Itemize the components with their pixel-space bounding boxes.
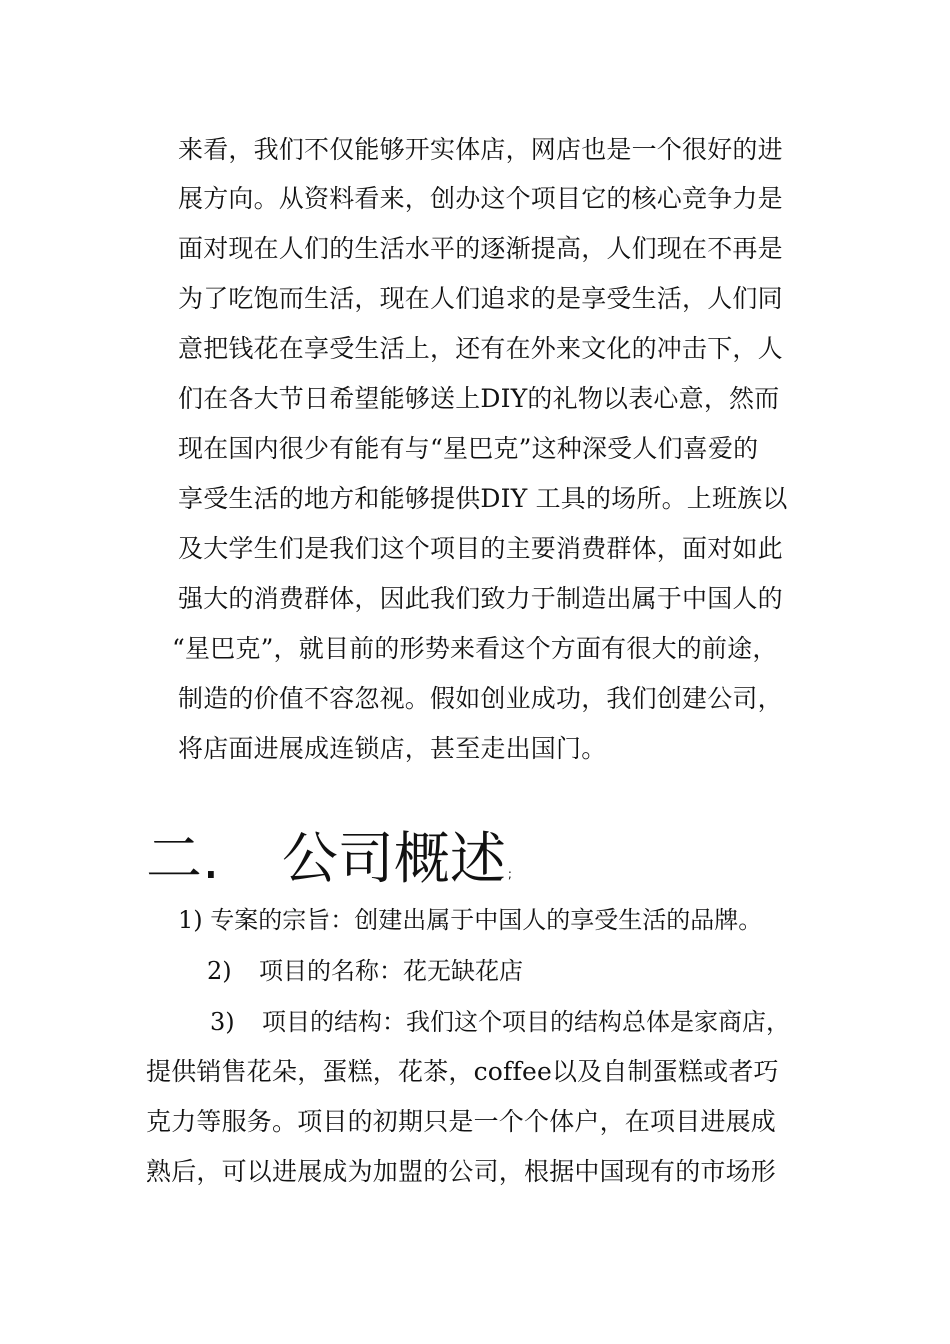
paragraph-line: 现在国内很少有能有与“星巴克”这种深受人们喜爱的 bbox=[178, 434, 759, 463]
section-title: 公司概述 bbox=[281, 827, 506, 892]
paragraph-line: 将店面进展成连锁店，甚至走出国门。 bbox=[178, 734, 607, 763]
section-mark: ; bbox=[507, 867, 512, 881]
paragraph-line: 来看，我们不仅能够开实体店，网店也是一个很好的进 bbox=[178, 135, 783, 164]
paragraph-line: 们在各大节日希望能够送上DIY的礼物以表心意，然而 bbox=[178, 384, 780, 413]
list-item bbox=[210, 1005, 790, 1039]
list-item bbox=[207, 954, 523, 988]
section-heading bbox=[146, 825, 512, 895]
list-item-text: 项目的名称：花无缺花店 bbox=[259, 957, 523, 985]
section-number: 二. bbox=[146, 827, 220, 892]
paragraph-line: 意把钱花在享受生活上，还有在外来文化的冲击下，人 bbox=[178, 334, 783, 363]
paragraph-line: 制造的价值不容忽视。假如创业成功，我们创建公司， bbox=[178, 684, 783, 713]
body-line: 克力等服务。项目的初期只是一个个体户，在项目进展成 bbox=[146, 1107, 777, 1136]
paragraph-line: 享受生活的地方和能够提供DIY 工具的场所。上班族以 bbox=[178, 484, 788, 513]
body-line: 熟后，可以进展成为加盟的公司，根据中国现有的市场形 bbox=[146, 1157, 777, 1186]
paragraph-line: 为了吃饱而生活，现在人们追求的是享受生活，人们同 bbox=[178, 284, 783, 313]
paragraph-line: 强大的消费群体，因此我们致力于制造出属于中国人的 bbox=[178, 584, 783, 613]
list-item-label: 1) bbox=[178, 906, 203, 934]
list-item-label: 2) bbox=[207, 957, 232, 985]
body-line: 提供销售花朵，蛋糕，花茶，coffee以及自制蛋糕或者巧 bbox=[146, 1057, 779, 1086]
list-item bbox=[178, 903, 762, 937]
paragraph-line: 及大学生们是我们这个项目的主要消费群体，面对如此 bbox=[178, 534, 783, 563]
paragraph-line: 展方向。从资料看来，创办这个项目它的核心竞争力是 bbox=[178, 184, 783, 213]
list-item-label: 3) bbox=[210, 1008, 235, 1036]
list-item-text: 专案的宗旨：创建出属于中国人的享受生活的品牌。 bbox=[210, 906, 763, 934]
paragraph-line: 面对现在人们的生活水平的逐渐提高，人们现在不再是 bbox=[178, 234, 783, 263]
paragraph-line: “星巴克”，就目前的形势来看这个方面有很大的前途， bbox=[172, 634, 778, 663]
list-item-text: 项目的结构：我们这个项目的结构总体是家商店， bbox=[262, 1008, 790, 1036]
